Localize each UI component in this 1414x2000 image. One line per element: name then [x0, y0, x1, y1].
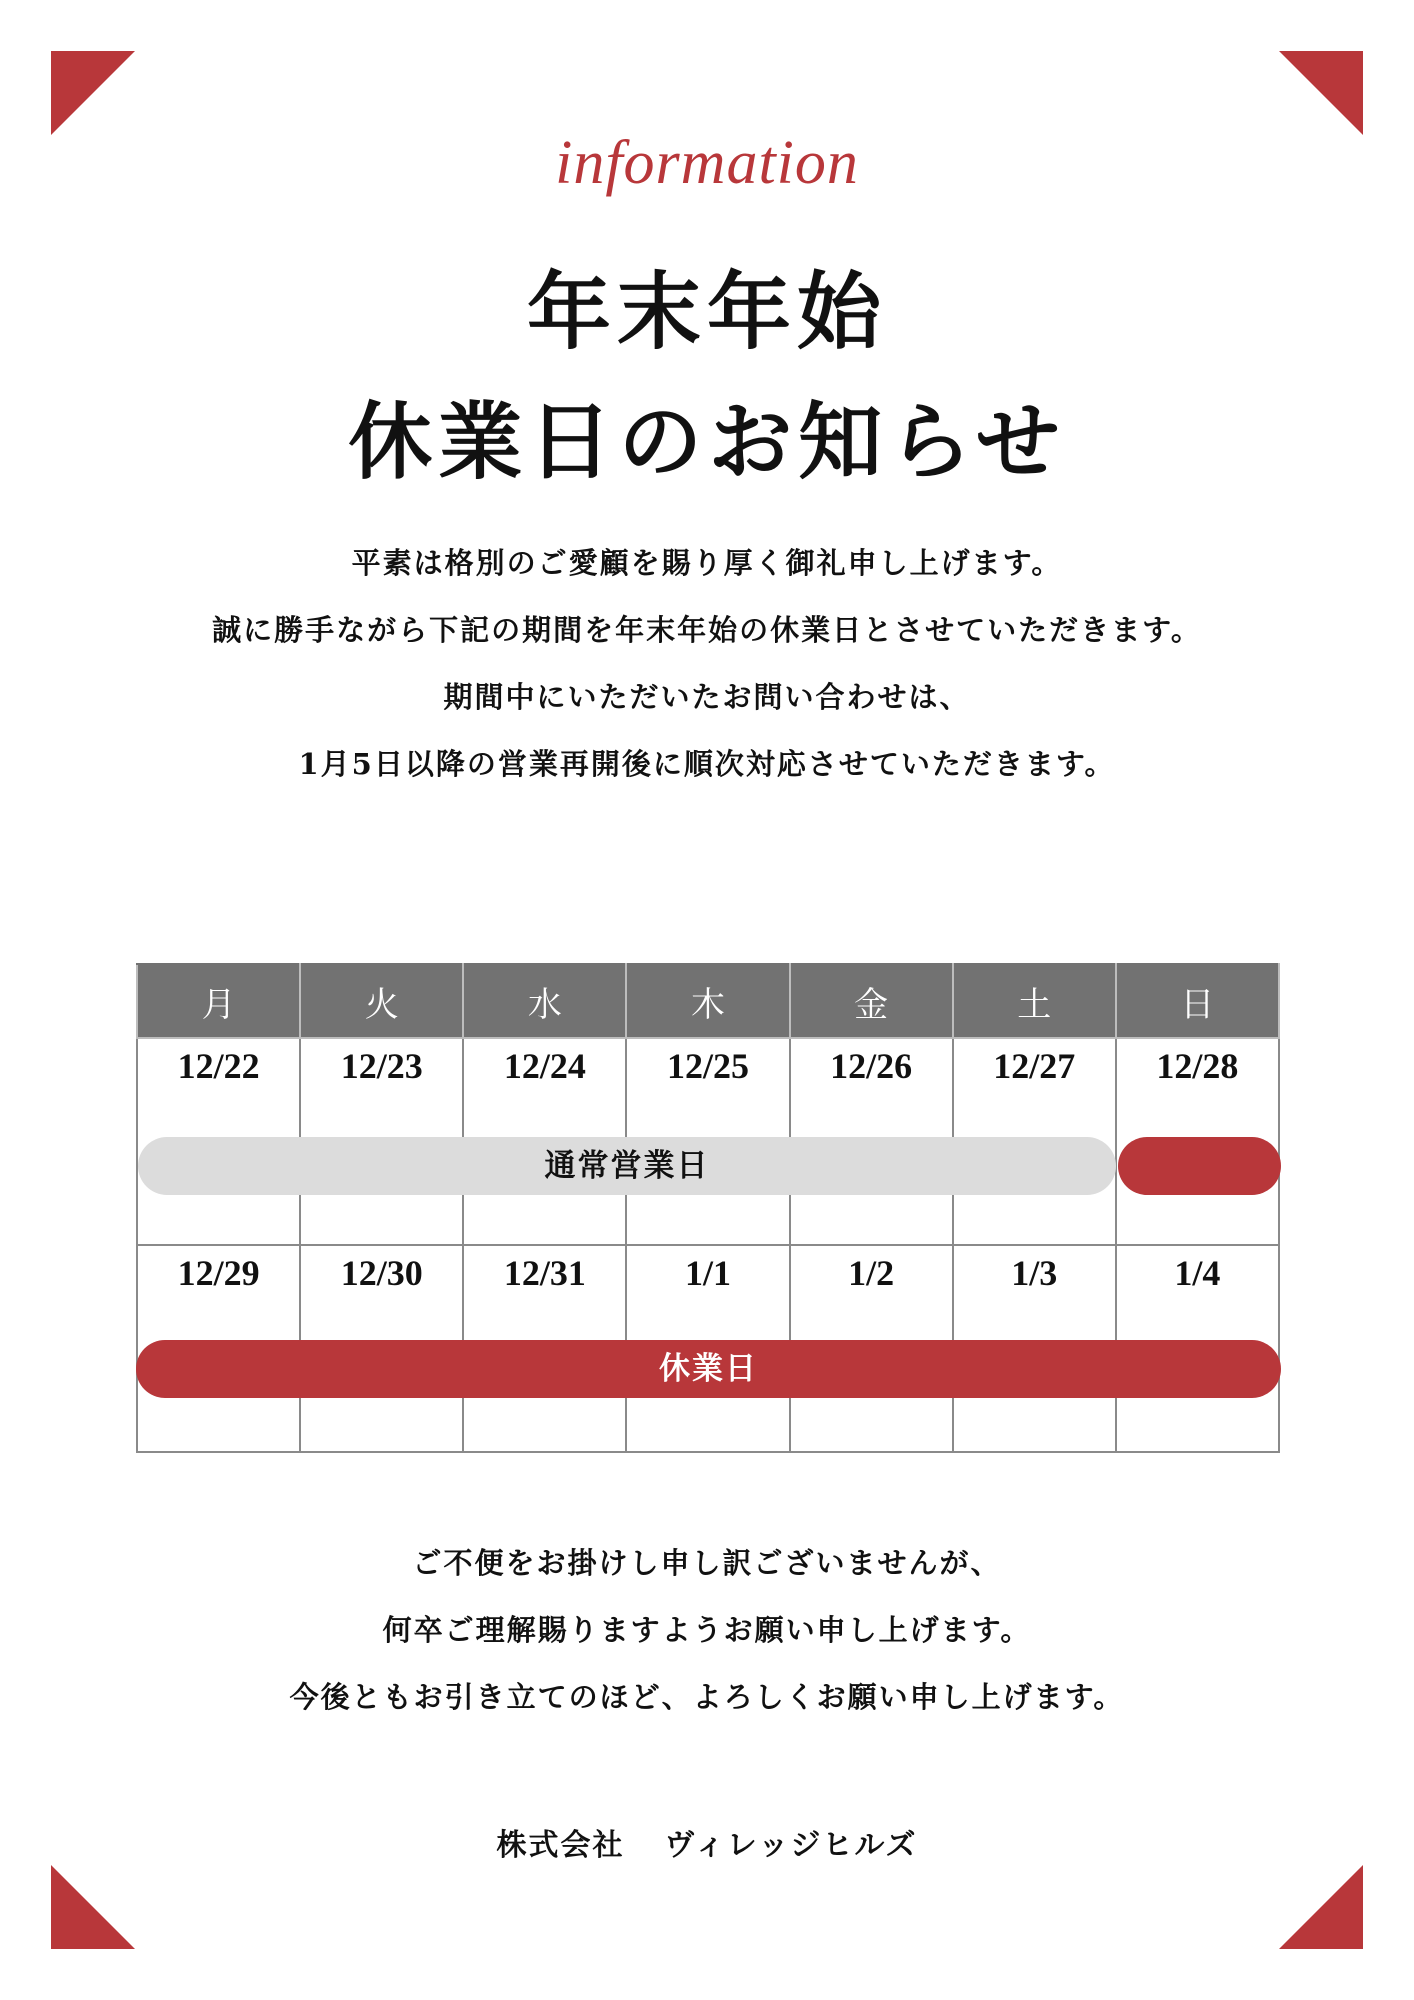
closing-line: 何卒ご理解賜りますようお願い申し上げます。	[382, 1613, 1032, 1647]
intro-line: 1月5日以降の営業再開後に順次対応させていただきます。	[298, 747, 1116, 781]
date-cell: 12/31	[463, 1245, 626, 1452]
closing-line: ご不便をお掛けし申し訳ございませんが、	[412, 1546, 1002, 1580]
date-cell: 12/29	[137, 1245, 300, 1452]
corner-triangle-top-left	[51, 51, 135, 135]
normal-business-days-bar: 通常営業日	[138, 1137, 1116, 1195]
closed-day-bar-sunday	[1118, 1137, 1281, 1195]
weekday-sun: 日	[1116, 964, 1279, 1038]
date-cell: 1/1	[626, 1245, 789, 1452]
date-cell: 1/2	[790, 1245, 953, 1452]
weekday-thu: 木	[626, 964, 789, 1038]
date-cell: 12/25	[626, 1038, 789, 1245]
corner-triangle-top-right	[1279, 51, 1363, 135]
intro-line: 誠に勝手ながら下記の期間を年末年始の休業日とさせていただきます。	[212, 613, 1202, 647]
weekday-fri: 金	[790, 964, 953, 1038]
date-cell: 12/22	[137, 1038, 300, 1245]
weekday-header-row	[137, 964, 1279, 1038]
date-cell: 12/28	[1116, 1038, 1279, 1245]
company-name	[0, 1820, 1414, 1864]
weekday-wed: 水	[463, 964, 626, 1038]
closing-paragraph	[0, 1530, 1414, 1731]
company-type: 株式会社	[496, 1828, 625, 1863]
corner-triangle-bottom-left	[51, 1865, 135, 1949]
information-label: information	[555, 129, 859, 197]
intro-line: 平素は格別のご愛顧を賜り厚く御礼申し上げます。	[351, 546, 1063, 580]
intro-line: 期間中にいただいたお問い合わせは、	[443, 680, 971, 714]
date-cell: 1/4	[1116, 1245, 1279, 1452]
closing-line: 今後ともお引き立てのほど、よろしくお願い申し上げます。	[289, 1680, 1125, 1714]
date-cell: 12/26	[790, 1038, 953, 1245]
date-cell: 12/30	[300, 1245, 463, 1452]
closed-days-bar: 休業日	[136, 1340, 1281, 1398]
date-cell: 12/23	[300, 1038, 463, 1245]
date-cell: 12/24	[463, 1038, 626, 1245]
title-line-1: 年末年始	[526, 262, 887, 361]
intro-paragraph	[0, 530, 1414, 798]
weekday-mon: 月	[137, 964, 300, 1038]
date-cell: 12/27	[953, 1038, 1116, 1245]
weekday-tue: 火	[300, 964, 463, 1038]
title-line-2: 休業日のお知らせ	[348, 392, 1066, 491]
weekday-sat: 土	[953, 964, 1116, 1038]
corner-triangle-bottom-right	[1279, 1865, 1363, 1949]
date-cell: 1/3	[953, 1245, 1116, 1452]
company-name-text: ヴィレッジヒルズ	[664, 1828, 918, 1863]
